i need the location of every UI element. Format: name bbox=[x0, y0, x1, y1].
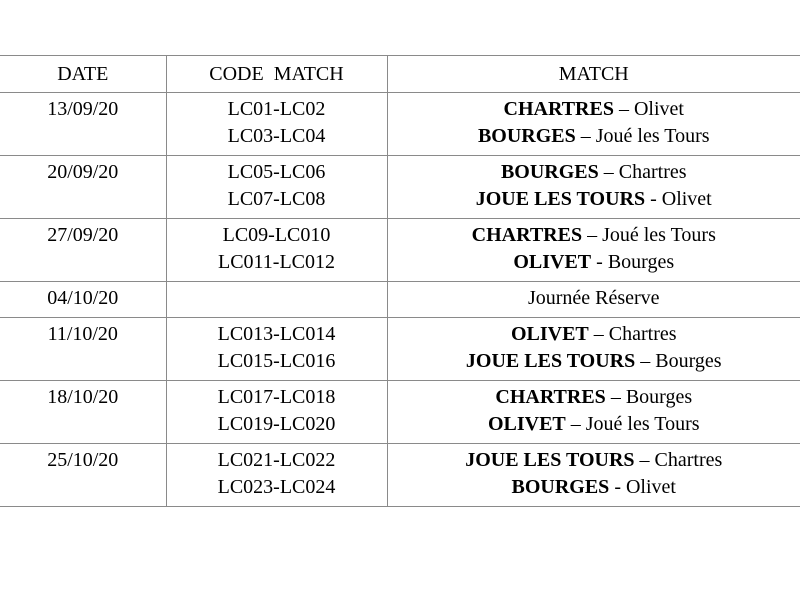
table-row bbox=[0, 444, 800, 507]
match-separator: – bbox=[635, 350, 656, 372]
match-cell bbox=[387, 381, 800, 444]
match-line bbox=[392, 186, 797, 213]
date-cell: 20/09/20 bbox=[0, 156, 166, 219]
match-code: LC015-LC016 bbox=[217, 350, 336, 372]
away-team: Bourges bbox=[625, 386, 693, 408]
away-team: Chartres bbox=[654, 449, 723, 471]
match-line bbox=[392, 321, 797, 348]
match-code: LC017-LC018 bbox=[217, 386, 336, 408]
code-match-cell bbox=[166, 381, 387, 444]
match-separator: - bbox=[609, 476, 626, 498]
table-row bbox=[0, 219, 800, 282]
table-row bbox=[0, 381, 800, 444]
match-separator: – bbox=[598, 161, 619, 183]
match-schedule-table bbox=[0, 55, 800, 507]
home-team: BOURGES bbox=[500, 161, 599, 183]
home-team: BOURGES bbox=[511, 476, 610, 498]
date-cell: 27/09/20 bbox=[0, 219, 166, 282]
header-row bbox=[0, 56, 800, 93]
home-team: OLIVET bbox=[510, 323, 589, 345]
match-line bbox=[392, 411, 797, 438]
home-team: BOURGES bbox=[477, 125, 576, 147]
away-team: Olivet bbox=[625, 476, 676, 498]
match-separator: - bbox=[645, 188, 662, 210]
away-team: Chartres bbox=[608, 323, 677, 345]
match-line bbox=[392, 249, 797, 276]
header-date: DATE bbox=[0, 56, 166, 93]
table-row bbox=[0, 156, 800, 219]
away-team: Bourges bbox=[607, 251, 675, 273]
away-team: Bourges bbox=[655, 350, 722, 372]
code-match-cell bbox=[166, 219, 387, 282]
match-code: LC03-LC04 bbox=[227, 125, 326, 147]
match-code: LC09-LC010 bbox=[222, 224, 331, 246]
match-line bbox=[392, 159, 797, 186]
match-code: LC019-LC020 bbox=[217, 413, 336, 435]
match-separator: – bbox=[575, 125, 596, 147]
match-code: LC07-LC08 bbox=[227, 188, 326, 210]
away-team: Olivet bbox=[661, 188, 712, 210]
date-cell: 11/10/20 bbox=[0, 318, 166, 381]
away-team: Olivet bbox=[633, 98, 684, 120]
date-cell: 18/10/20 bbox=[0, 381, 166, 444]
match-line bbox=[392, 474, 797, 501]
code-match-cell bbox=[166, 156, 387, 219]
match-line bbox=[392, 384, 797, 411]
date-cell: 04/10/20 bbox=[0, 282, 166, 318]
home-team: CHARTRES bbox=[503, 98, 614, 120]
away-team: Joué les Tours bbox=[602, 224, 716, 246]
match-separator: – bbox=[565, 413, 586, 435]
match-separator: – bbox=[582, 224, 603, 246]
home-team: JOUE LES TOURS bbox=[475, 188, 646, 210]
code-match-cell bbox=[166, 93, 387, 156]
home-team: JOUE LES TOURS bbox=[465, 449, 635, 471]
reserve-day-note: Journée Réserve bbox=[527, 287, 660, 309]
table-row bbox=[0, 93, 800, 156]
match-code: LC011-LC012 bbox=[217, 251, 336, 273]
home-team: OLIVET bbox=[487, 413, 566, 435]
schedule-body bbox=[0, 93, 800, 507]
date-cell: 13/09/20 bbox=[0, 93, 166, 156]
match-line bbox=[392, 222, 797, 249]
match-separator: – bbox=[588, 323, 609, 345]
home-team: OLIVET bbox=[513, 251, 592, 273]
code-match-cell bbox=[166, 444, 387, 507]
code-match-cell bbox=[166, 318, 387, 381]
header-code-match: CODE MATCH bbox=[166, 56, 387, 93]
match-cell bbox=[387, 93, 800, 156]
match-code: LC05-LC06 bbox=[227, 161, 326, 183]
match-code: LC023-LC024 bbox=[217, 476, 336, 498]
home-team: CHARTRES bbox=[471, 224, 583, 246]
away-team: Joué les Tours bbox=[585, 413, 700, 435]
away-team: Chartres bbox=[618, 161, 687, 183]
date-cell: 25/10/20 bbox=[0, 444, 166, 507]
match-cell bbox=[387, 156, 800, 219]
match-separator: - bbox=[591, 251, 608, 273]
home-team: JOUE LES TOURS bbox=[465, 350, 636, 372]
code-match-cell bbox=[166, 282, 387, 318]
match-line bbox=[392, 96, 797, 123]
table-row bbox=[0, 282, 800, 318]
match-cell bbox=[387, 219, 800, 282]
match-line bbox=[392, 447, 797, 474]
match-separator: – bbox=[634, 449, 655, 471]
table-row bbox=[0, 318, 800, 381]
match-cell bbox=[387, 282, 800, 318]
away-team: Joué les Tours bbox=[595, 125, 710, 147]
match-line bbox=[392, 348, 797, 375]
header-match: MATCH bbox=[387, 56, 800, 93]
match-code: LC01-LC02 bbox=[227, 98, 326, 120]
match-separator: – bbox=[613, 98, 634, 120]
match-line bbox=[392, 123, 797, 150]
match-separator: – bbox=[605, 386, 626, 408]
match-code: LC021-LC022 bbox=[217, 449, 336, 471]
match-cell bbox=[387, 444, 800, 507]
home-team: CHARTRES bbox=[495, 386, 606, 408]
match-code: LC013-LC014 bbox=[217, 323, 336, 345]
match-cell bbox=[387, 318, 800, 381]
